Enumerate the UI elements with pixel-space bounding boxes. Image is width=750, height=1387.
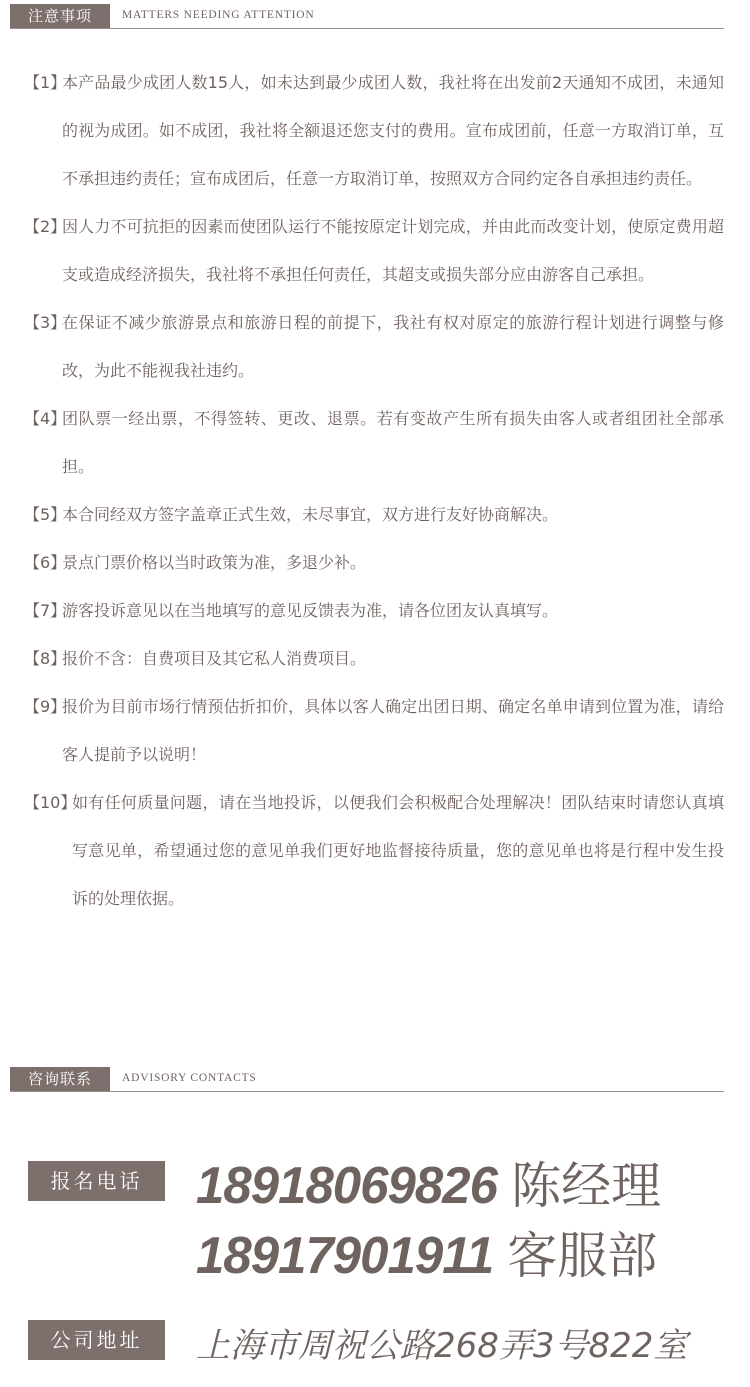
notes-section-header	[10, 0, 724, 29]
note-item-10	[24, 779, 724, 923]
note-text: 在保证不减少旅游景点和旅游日程的前提下，我社有权对原定的旅游行程计划进行调整与修改，为此不能视我社违约。	[62, 313, 724, 380]
note-index: 【2】	[24, 217, 67, 236]
note-index: 【5】	[24, 505, 67, 524]
note-item-1	[24, 59, 724, 203]
note-index: 【4】	[24, 409, 67, 428]
phone-number[interactable]: 18918069826	[196, 1157, 497, 1215]
phone-label: 报名电话	[28, 1161, 165, 1201]
note-text: 游客投诉意见以在当地填写的意见反馈表为准，请各位团友认真填写。	[62, 601, 559, 620]
note-index: 【1】	[24, 73, 67, 92]
phone-line-2	[196, 1216, 657, 1288]
note-text: 本合同经双方签字盖章正式生效，未尽事宜，双方进行友好协商解决。	[62, 505, 559, 524]
note-text: 如有任何质量问题，请在当地投诉，以便我们会积极配合处理解决！团队结束时请您认真填写意见单，希望通过您的意见单我们更好地监督接待质量，您的意见单也将是行程中发生投诉的处理依据。	[72, 793, 724, 908]
notes-title-en: MATTERS NEEDING ATTENTION	[122, 9, 315, 21]
note-item-6	[24, 539, 724, 587]
note-item-8	[24, 635, 724, 683]
note-item-4	[24, 395, 724, 491]
note-text: 报价为目前市场行情预估折扣价，具体以客人确定出团日期、确定名单申请到位置为准，请给客人提前予以说明！	[62, 697, 724, 764]
company-address: 上海市周祝公路268弄3号822室	[196, 1326, 688, 1366]
notes-list	[24, 59, 724, 923]
note-text: 报价不含：自费项目及其它私人消费项目。	[62, 649, 367, 668]
address-label: 公司地址	[28, 1320, 165, 1360]
note-index: 【9】	[24, 697, 67, 716]
note-index: 【10】	[24, 793, 77, 812]
note-text: 团队票一经出票，不得签转、更改、退票。若有变故产生所有损失由客人或者组团社全部承担。	[62, 409, 724, 476]
phone-contact-name: 陈经理	[511, 1157, 662, 1215]
note-index: 【7】	[24, 601, 67, 620]
note-index: 【6】	[24, 553, 67, 572]
note-item-5	[24, 491, 724, 539]
note-text: 本产品最少成团人数15人，如未达到最少成团人数，我社将在出发前2天通知不成团，未通知的视为成团。如不成团，我社将全额退还您支付的费用。宣布成团前，任意一方取消订单，互不承担违约责任；宣布成团后，任意一方取消订单，按照双方合同约定各自承担违约责任。	[62, 73, 724, 188]
phone-contact-name: 客服部	[507, 1227, 658, 1285]
note-index: 【3】	[24, 313, 67, 332]
note-item-2	[24, 203, 724, 299]
note-text: 因人力不可抗拒的因素而使团队运行不能按原定计划完成，并由此而改变计划，使原定费用超支或造成经济损失，我社将不承担任何责任，其超支或损失部分应由游客自己承担。	[62, 217, 724, 284]
note-index: 【8】	[24, 649, 67, 668]
note-item-3	[24, 299, 724, 395]
note-item-7	[24, 587, 724, 635]
contact-title-cn: 咨询联系	[10, 1067, 110, 1091]
notes-title-cn: 注意事项	[10, 4, 110, 28]
contact-section-header	[10, 1063, 724, 1092]
note-text: 景点门票价格以当时政策为准，多退少补。	[62, 553, 367, 572]
note-item-9	[24, 683, 724, 779]
contact-title-en: ADVISORY CONTACTS	[122, 1072, 257, 1084]
phone-line-1	[196, 1146, 661, 1218]
phone-number[interactable]: 18917901911	[196, 1227, 494, 1285]
